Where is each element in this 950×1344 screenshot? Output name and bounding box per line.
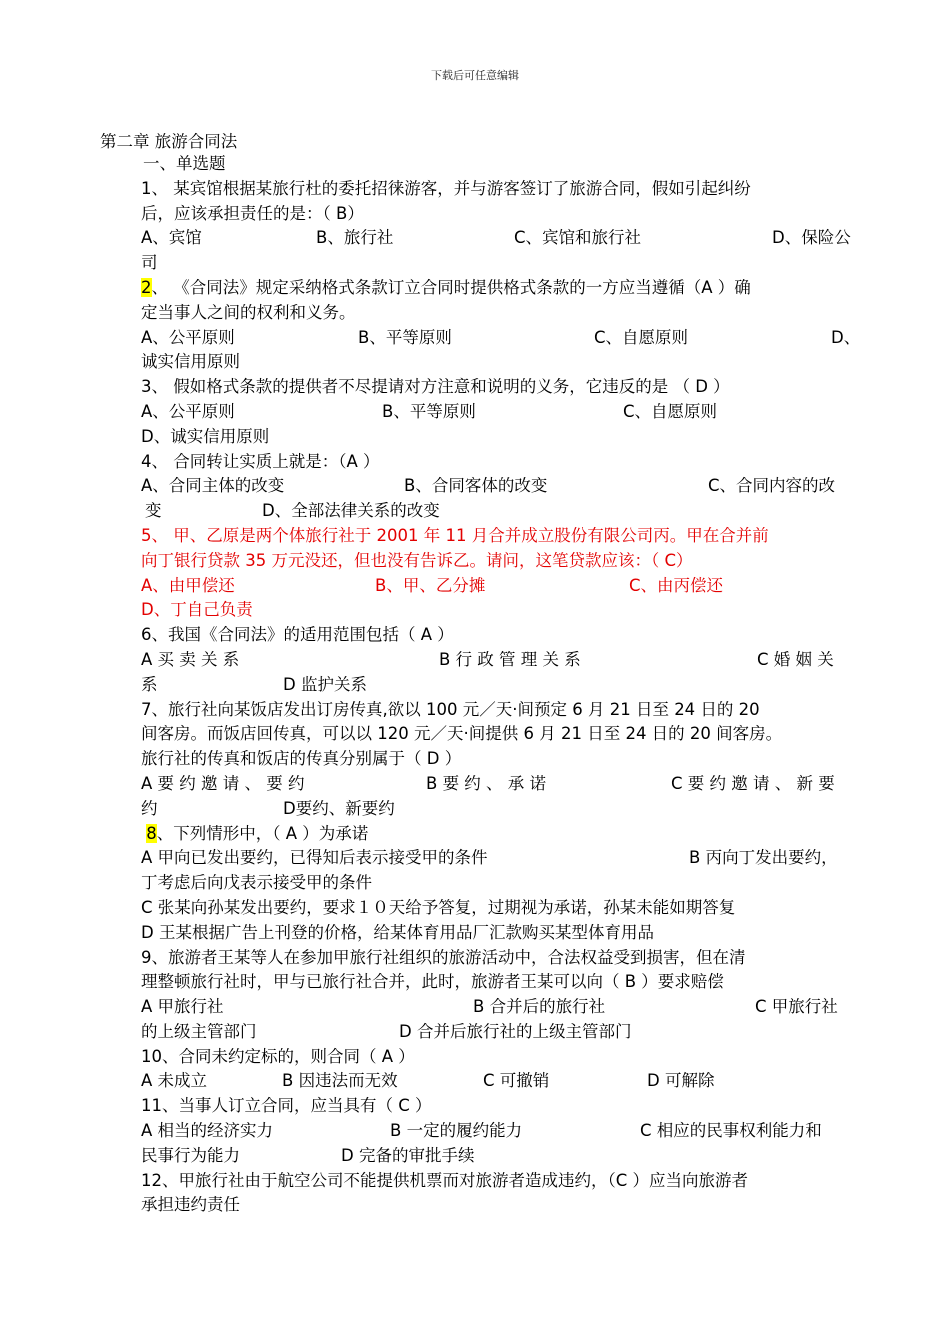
option-a: A 甲向已发出要约，已得知后表示接受甲的条件 <box>141 848 488 868</box>
option-d: D、全部法律关系的改变 <box>262 501 440 521</box>
question-5-line-2: 向丁银行贷款 35 万元没还，但也没有告诉乙。请问，这笔贷款应该：（ C） <box>141 550 693 570</box>
question-7-options-cont <box>141 797 866 822</box>
question-1-line-1: 1、 某宾馆根据某旅行杜的委托招徕游客，并与游客签订了旅游合同，假如引起纠纷 <box>141 178 751 198</box>
question-8-option-d: D 王某根据广告上刊登的价格，给某体育用品厂汇款购买某型体育用品 <box>141 922 654 942</box>
option-c-cont: 变 <box>145 501 162 521</box>
question-1-option-d-cont: 司 <box>141 253 158 273</box>
option-c: C 要 约 邀 请 、 新 要 <box>671 773 835 793</box>
question-8-text: 、下列情形中，（ A ）为承诺 <box>156 823 369 843</box>
option-a: A、合同主体的改变 <box>141 476 285 496</box>
question-8-option-b-cont: 丁考虑后向戊表示接受甲的条件 <box>141 873 372 893</box>
option-b: B 要 约 、 承 诺 <box>426 773 547 793</box>
question-9-options <box>141 995 866 1020</box>
question-2-option-d-cont: 诚实信用原则 <box>141 352 240 372</box>
option-b: B、平等原则 <box>382 401 476 421</box>
option-a: A、由甲偿还 <box>141 575 235 595</box>
option-d: D 合并后旅行社的上级主管部门 <box>399 1021 632 1041</box>
question-11-options-cont <box>141 1144 866 1169</box>
question-6-options <box>141 648 866 673</box>
question-9-line-1: 9、旅游者王某等人在参加甲旅行社组织的旅游活动中，合法权益受到损害，但在清 <box>141 947 746 967</box>
question-4-line-1: 4、 合同转让实质上就是：（A ） <box>141 451 380 471</box>
option-c: C 可撤销 <box>483 1071 550 1091</box>
option-c-cont: 系 <box>141 674 158 694</box>
option-d: D、 <box>831 327 861 347</box>
question-1-options <box>141 226 866 251</box>
question-6-options-cont <box>141 673 866 698</box>
question-2-text: 、 《合同法》规定采纳格式条款订立合同时提供格式条款的一方应当遵循（A ）确 <box>151 277 751 297</box>
question-4-options <box>141 474 866 499</box>
option-d: D、保险公 <box>772 228 851 248</box>
question-2-line-1 <box>141 276 866 301</box>
question-2-options <box>141 326 866 351</box>
question-5-option-d: D、丁自己负责 <box>141 600 253 620</box>
question-10-options <box>141 1069 866 1094</box>
option-b: B 行 政 管 理 关 系 <box>439 649 581 669</box>
document-body <box>141 152 866 1218</box>
option-b: B 一定的履约能力 <box>390 1121 523 1141</box>
page-header: 下载后可任意编辑 <box>431 69 519 82</box>
option-a: A、公平原则 <box>141 327 235 347</box>
question-3-line-1: 3、 假如格式条款的提供者不尽提请对方注意和说明的义务，它违反的是 （ D ） <box>141 377 730 397</box>
question-8-number: 8 <box>146 823 157 843</box>
option-b: B、甲、乙分摊 <box>375 575 486 595</box>
option-c: C、宾馆和旅行社 <box>514 228 642 248</box>
option-c: C、由丙偿还 <box>629 575 724 595</box>
option-d: D 可解除 <box>647 1071 715 1091</box>
question-7-options <box>141 772 866 797</box>
question-4-options-cont <box>141 499 866 524</box>
option-c: C、自愿原则 <box>623 401 718 421</box>
option-b: B、平等原则 <box>358 327 452 347</box>
option-b: B、合同客体的改变 <box>404 476 548 496</box>
option-a: A 买 卖 关 系 <box>141 649 240 669</box>
question-5-line-1: 5、 甲、乙原是两个体旅行社于 2001 年 11 月合并成立股份有限公司丙。甲在合并前 <box>141 525 769 545</box>
question-6-line-1: 6、我国《合同法》的适用范围包括（ A ） <box>141 625 454 645</box>
question-8-option-c: C 张某向孙某发出要约，要求１０天给予答复，过期视为承诺，孙某未能如期答复 <box>141 897 736 917</box>
option-b: B、旅行社 <box>316 228 394 248</box>
option-d: D要约、新要约 <box>283 798 395 818</box>
option-d: D 监护关系 <box>283 674 367 694</box>
question-7-line-3: 旅行社的传真和饭店的传真分别属于（ D ） <box>141 749 462 769</box>
question-9-line-2: 理整顿旅行社时，甲与已旅行社合并，此时，旅游者王某可以向（ B ）要求赔偿 <box>141 972 724 992</box>
question-2-line-2: 定当事人之间的权利和义务。 <box>141 302 356 322</box>
question-7-line-1: 7、旅行社向某饭店发出订房传真,欲以 100 元／天·间预定 6 月 21 日至 24 日的 20 <box>141 699 760 719</box>
section-heading: 一、单选题 <box>143 154 226 173</box>
question-11-options <box>141 1119 866 1144</box>
option-b: B 丙向丁发出要约， <box>689 848 838 868</box>
option-b: B 因违法而无效 <box>282 1071 398 1091</box>
option-a: A 甲旅行社 <box>141 997 224 1017</box>
question-12-line-1: 12、甲旅行社由于航空公司不能提供机票而对旅游者造成违约，（C ）应当向旅游者 <box>141 1170 749 1190</box>
question-9-options-cont <box>141 1020 866 1045</box>
option-d: D 完备的审批手续 <box>341 1145 475 1165</box>
option-c-cont: 的上级主管部门 <box>141 1021 257 1041</box>
question-8-options <box>141 846 866 871</box>
option-c: C 婚 姻 关 <box>757 649 834 669</box>
option-b: B 合并后的旅行社 <box>473 997 606 1017</box>
question-8-line-1 <box>141 822 866 847</box>
option-c: C 甲旅行社 <box>755 997 838 1017</box>
option-c-cont: 民事行为能力 <box>141 1145 240 1165</box>
chapter-title: 第二章 旅游合同法 <box>100 132 238 151</box>
option-a: A、宾馆 <box>141 228 202 248</box>
option-c: C 相应的民事权利能力和 <box>640 1121 822 1141</box>
option-a: A、公平原则 <box>141 401 235 421</box>
question-10-line-1: 10、合同未约定标的，则合同（ A ） <box>141 1046 415 1066</box>
option-c: C、合同内容的改 <box>708 476 836 496</box>
question-2-number: 2 <box>141 277 152 297</box>
question-7-line-2: 间客房。而饭店回传真，可以以 120 元／天·间提供 6 月 21 日至 24 日的 20 间客房。 <box>141 724 783 744</box>
question-12-line-2: 承担违约责任 <box>141 1195 240 1215</box>
question-1-line-2: 后，应该承担责任的是：（ B） <box>141 203 364 223</box>
question-5-options <box>141 574 866 599</box>
option-c-cont: 约 <box>141 798 158 818</box>
option-a: A 要 约 邀 请 、 要 约 <box>141 773 305 793</box>
option-c: C、自愿原则 <box>594 327 689 347</box>
question-11-line-1: 11、当事人订立合同，应当具有（ C ） <box>141 1096 432 1116</box>
option-a: A 未成立 <box>141 1071 208 1091</box>
question-3-options <box>141 400 866 425</box>
option-a: A 相当的经济实力 <box>141 1121 274 1141</box>
question-3-option-d: D、诚实信用原则 <box>141 426 270 446</box>
